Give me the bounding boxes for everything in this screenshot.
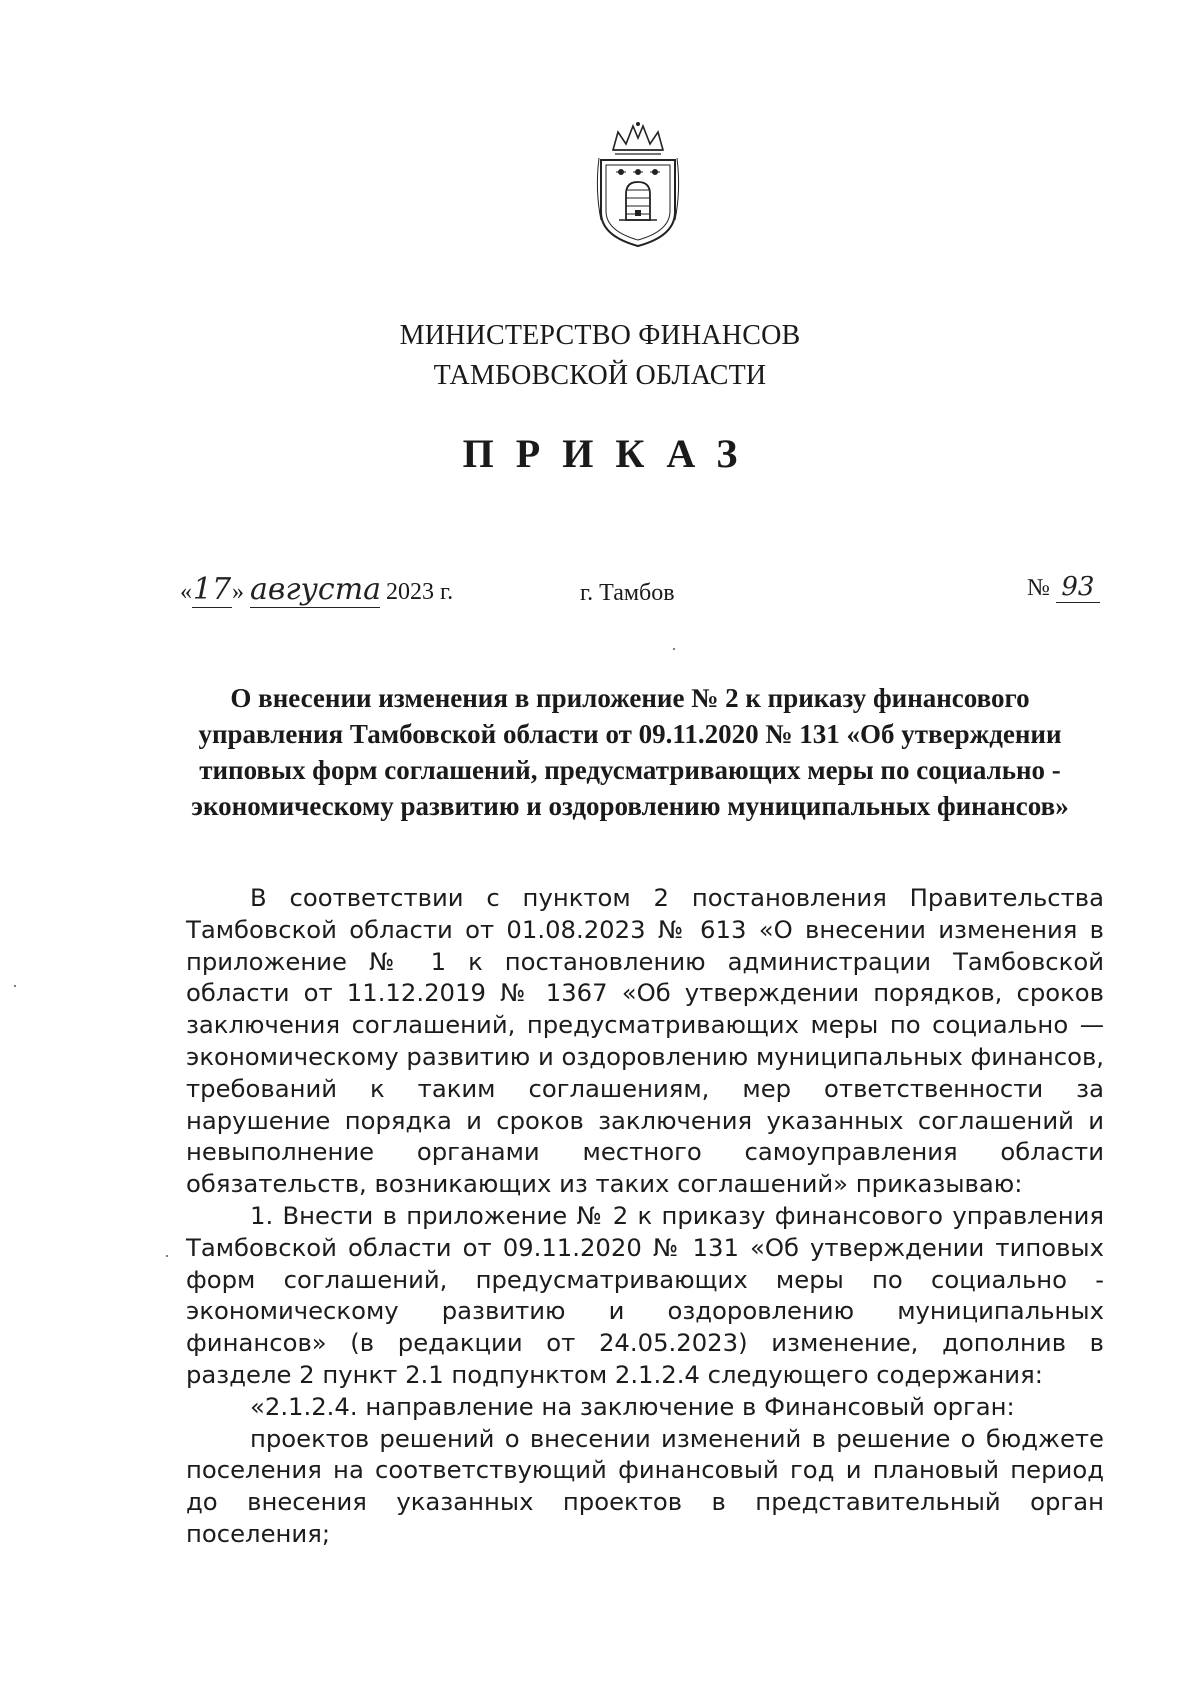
scan-speck	[14, 985, 16, 987]
document-city: г. Тамбов	[580, 580, 675, 606]
number-label: №	[1027, 575, 1050, 601]
body-paragraph-item-1: 1. Внести в приложение № 2 к приказу финансового управления Тамбовской области от 09.11.2020 № 131 «Об утверждении типовых форм соглашений, предусматривающих меры по социально - экономическому развитию и оздоровлению муниципальных финансов» (в редакции от 24.05.2023) изменение, дополнив в разделе 2 пункт 2.1 подпунктом 2.1.2.4 следующего содержания:	[186, 1200, 1104, 1389]
body-paragraph-projects: проектов решений о внесении изменений в решение о бюджете поселения на соответствующий финансовый год и плановый период до внесения указанных проектов в представительный орган поселения;	[186, 1423, 1104, 1548]
document-type-title: ПРИКАЗ	[462, 431, 760, 476]
ministry-name-line1: МИНИСТЕРСТВО ФИНАНСОВ	[399, 320, 801, 351]
scan-speck	[673, 648, 675, 650]
date-line	[0, 572, 1200, 622]
ministry-name-line2: ТАМБОВСКОЙ ОБЛАСТИ	[433, 360, 767, 391]
quote-close: »	[232, 579, 244, 605]
document-subject: О внесении изменения в приложение № 2 к приказу финансового управления Тамбовской области от 09.11.2020 № 131 «Об утверждении типовых форм соглашений, предусматривающих меры по социально - экономическому развитию и оздоровлению муниципальных финансов»	[191, 683, 1069, 821]
tambov-coat-of-arms-icon	[593, 120, 683, 250]
document-date	[180, 572, 453, 608]
document-number	[1027, 572, 1100, 603]
handwritten-number: 93	[1056, 572, 1100, 603]
scan-speck	[166, 1255, 168, 1257]
document-body	[186, 882, 1104, 1550]
body-paragraph-subitem: «2.1.2.4. направление на заключение в Финансовый орган:	[250, 1391, 1015, 1421]
handwritten-month: августа	[250, 572, 382, 607]
handwritten-day: 17	[192, 572, 232, 607]
body-paragraph-preamble: В соответствии с пунктом 2 постановления Правительства Тамбовской области от 01.08.2023 № 613 «О внесении изменения в приложение № 1 к постановлению администрации Тамбовской области от 11.12.2019 № 1367 «Об утверждении порядков, сроков заключения соглашений, предусматривающих меры по социально — экономическому развитию и оздоровлению муниципальных финансов, требований к таким соглашениям, мер ответственности за нарушение порядка и сроков заключения указанных соглашений и невыполнение органами местного самоуправления области обязательств, возникающих из таких соглашений» приказываю:	[186, 883, 1104, 1199]
quote-open: «	[180, 579, 192, 605]
document-year: 2023 г.	[386, 579, 454, 605]
